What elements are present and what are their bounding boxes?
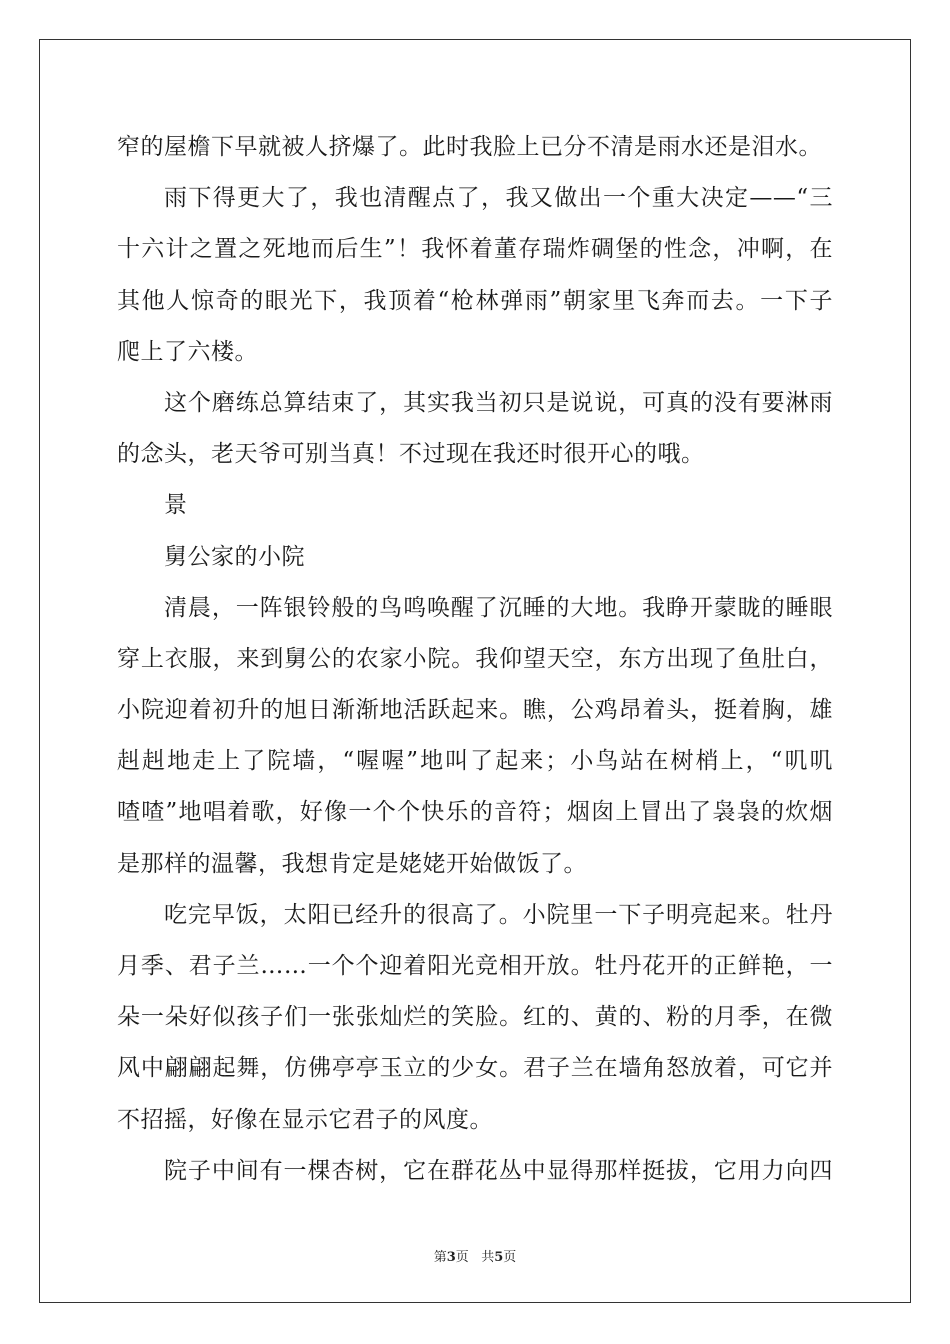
text-line: 风中翩翩起舞，仿佛亭亭玉立的少女。君子兰在墙角怒放着，可它并 — [117, 1055, 833, 1082]
text-line: 喳喳”地唱着歌，好像一个个快乐的音符；烟囱上冒出了袅袅的炊烟 — [117, 799, 833, 826]
current-page-number: 3 — [446, 1250, 456, 1265]
text-line: 的念头，老天爷可别当真！不过现在我还时很开心的哦。 — [117, 441, 705, 468]
total-pages-number: 5 — [494, 1250, 504, 1265]
text-line: 院子中间有一棵杏树，它在群花丛中显得那样挺拔，它用力向四 — [164, 1157, 833, 1184]
text-line: 窄的屋檐下早就被人挤爆了。此时我脸上已分不清是雨水还是泪水。 — [117, 134, 822, 160]
total-suffix: 页 — [503, 1250, 517, 1265]
text-line: 是那样的温馨，我想肯定是姥姥开始做饭了。 — [117, 850, 587, 877]
text-line: 十六计之置之死地而后生”！我怀着董存瑞炸碉堡的性念，冲啊，在 — [117, 236, 833, 263]
text-line: 赳赳地走上了院墙，“喔喔”地叫了起来；小鸟站在树梢上，“叽叽 — [117, 748, 833, 775]
text-line: 爬上了六楼。 — [117, 338, 258, 365]
page-prefix: 第 — [433, 1250, 447, 1265]
document-body — [117, 122, 833, 1197]
text-line: 吃完早饭，太阳已经升的很高了。小院里一下子明亮起来。牡丹 — [164, 901, 833, 928]
text-line: 雨下得更大了，我也清醒点了，我又做出一个重大决定——“三 — [164, 185, 833, 212]
page-suffix: 页 — [455, 1250, 469, 1265]
essay-title: 舅公家的小院 — [164, 543, 305, 570]
text-line: 清晨，一阵银铃般的鸟鸣唤醒了沉睡的大地。我睁开蒙眬的睡眼 — [164, 594, 833, 621]
text-line: 不招摇，好像在显示它君子的风度。 — [117, 1106, 493, 1133]
total-prefix: 共 — [481, 1250, 495, 1265]
section-heading: 景 — [164, 492, 188, 519]
text-line: 小院迎着初升的旭日渐渐地活跃起来。瞧，公鸡昂着头，挺着胸，雄 — [117, 697, 833, 724]
page-footer — [0, 1246, 950, 1265]
text-line: 其他人惊奇的眼光下，我顶着“枪林弹雨”朝家里飞奔而去。一下子 — [117, 287, 833, 314]
text-line: 穿上衣服，来到舅公的农家小院。我仰望天空，东方出现了鱼肚白， — [117, 645, 833, 672]
text-line: 月季、君子兰……一个个迎着阳光竞相开放。牡丹花开的正鲜艳，一 — [117, 953, 833, 979]
text-line: 这个磨练总算结束了，其实我当初只是说说，可真的没有要淋雨 — [164, 389, 833, 416]
text-line: 朵一朵好似孩子们一张张灿烂的笑脸。红的、黄的、粉的月季，在微 — [117, 1004, 833, 1031]
